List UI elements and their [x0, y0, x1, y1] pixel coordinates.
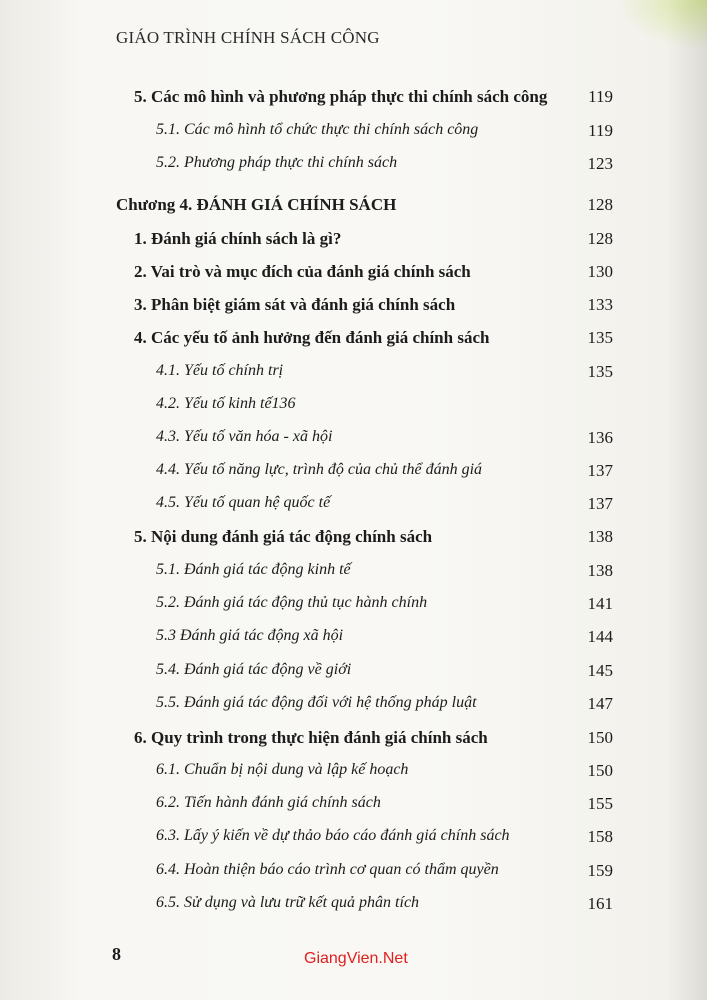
toc-entry-page: 147: [587, 694, 613, 713]
toc-entry-page: 119: [588, 87, 613, 106]
toc-entry-title: 6. Quy trình trong thực hiện đánh giá chính sách: [134, 728, 488, 747]
toc-entry-title: 5.5. Đánh giá tác động đối với hệ thống pháp luật: [156, 694, 477, 711]
toc-entry: [0, 728, 707, 754]
toc-entry: [0, 461, 707, 487]
toc-entry-page: 136: [587, 428, 613, 447]
toc-entry-title: 1. Đánh giá chính sách là gì?: [134, 229, 342, 248]
toc-entry: [0, 761, 707, 787]
toc-entry: [0, 328, 707, 354]
toc-entry-title: 6.2. Tiến hành đánh giá chính sách: [156, 794, 381, 811]
toc-entry-page: 135: [587, 362, 613, 381]
toc-entry-page: 141: [587, 594, 613, 613]
toc-entry-page: 123: [587, 154, 613, 173]
toc-entry: [0, 154, 707, 180]
toc-entry-page: 138: [587, 527, 613, 546]
toc-entry: [0, 229, 707, 255]
toc-entry-page: 150: [587, 761, 613, 780]
toc-entry-page: 161: [587, 894, 613, 913]
toc-entry-title: 4. Các yếu tố ảnh hưởng đến đánh giá chính sách: [134, 328, 490, 347]
toc-entry: [0, 661, 707, 687]
toc-entry: [0, 362, 707, 388]
toc-entry: [0, 694, 707, 720]
toc-entry: [0, 195, 707, 221]
toc-entry: [0, 87, 707, 113]
toc-entry: [0, 627, 707, 653]
toc-entry-title: 3. Phân biệt giám sát và đánh giá chính sách: [134, 295, 456, 314]
toc-entry-page: 137: [587, 494, 613, 513]
toc-entry-page: 137: [587, 461, 613, 480]
watermark: GiangVien.Net: [304, 950, 408, 967]
toc-entry: [0, 861, 707, 887]
toc-entry-page: 159: [587, 861, 613, 880]
toc-entry: [0, 121, 707, 147]
toc-entry: [0, 494, 707, 520]
toc-entry-title: 5.3 Đánh giá tác động xã hội: [156, 627, 344, 644]
toc-entry-page: 155: [587, 794, 613, 813]
toc-entry-page: 133: [587, 295, 613, 314]
toc-entry-page: 144: [587, 627, 613, 646]
toc-entry-title: 5. Nội dung đánh giá tác động chính sách: [134, 527, 433, 546]
running-header: GIÁO TRÌNH CHÍNH SÁCH CÔNG: [116, 28, 380, 47]
toc-entry-title: 4.4. Yếu tố năng lực, trình độ của chủ thể đánh giá: [156, 461, 483, 478]
toc-entry-title: 5. Các mô hình và phương pháp thực thi chính sách công: [134, 87, 548, 106]
toc-entry-title: 5.4. Đánh giá tác động về giới: [156, 661, 352, 678]
toc-entry: [0, 295, 707, 321]
toc-entry: [0, 395, 707, 421]
toc-entry: [0, 561, 707, 587]
toc-entry-page: 128: [587, 195, 613, 214]
toc-entry-title: 2. Vai trò và mục đích của đánh giá chính sách: [134, 262, 471, 281]
toc-entry-page: 130: [587, 262, 613, 281]
toc-entry-title: 4.5. Yếu tố quan hệ quốc tế: [156, 494, 331, 511]
toc-entry: [0, 794, 707, 820]
toc-entry-page: 145: [587, 661, 613, 680]
toc-entry: [0, 594, 707, 620]
toc-entry-title: 4.3. Yếu tố văn hóa - xã hội: [156, 428, 333, 445]
toc-entry-title: 6.1. Chuẩn bị nội dung và lập kế hoạch: [156, 761, 409, 778]
toc-entry-title: 6.5. Sử dụng và lưu trữ kết quả phân tích: [156, 894, 420, 911]
toc-entry-page: 150: [587, 728, 613, 747]
toc-entry: [0, 527, 707, 553]
toc-entry-page: 135: [587, 328, 613, 347]
toc-entry-title: 5.1. Các mô hình tổ chức thực thi chính sách công: [156, 121, 479, 138]
toc-entry: [0, 894, 707, 920]
toc-entry-title: 6.3. Lấy ý kiến về dự thảo báo cáo đánh giá chính sách: [156, 827, 510, 844]
toc-entry: [0, 262, 707, 288]
toc-entry-page: 158: [587, 827, 613, 846]
toc-entry-title: 5.2. Đánh giá tác động thủ tục hành chính: [156, 594, 428, 611]
toc-entry-title: Chương 4. ĐÁNH GIÁ CHÍNH SÁCH: [116, 195, 397, 214]
toc-entry-page: 138: [587, 561, 613, 580]
toc-entry-page: 119: [588, 121, 613, 140]
toc-entry-title: 6.4. Hoàn thiện báo cáo trình cơ quan có thẩm quyền: [156, 861, 499, 878]
toc-entry: [0, 428, 707, 454]
toc-entry-page: 128: [587, 229, 613, 248]
toc-entry-title: 4.2. Yếu tố kinh tế136: [156, 395, 296, 412]
toc-entry-title: 5.1. Đánh giá tác động kinh tế: [156, 561, 351, 578]
toc-entry-title: 4.1. Yếu tố chính trị: [156, 362, 284, 379]
toc-entry: [0, 827, 707, 853]
page-number: 8: [112, 944, 121, 964]
toc-entry-title: 5.2. Phương pháp thực thi chính sách: [156, 154, 398, 171]
